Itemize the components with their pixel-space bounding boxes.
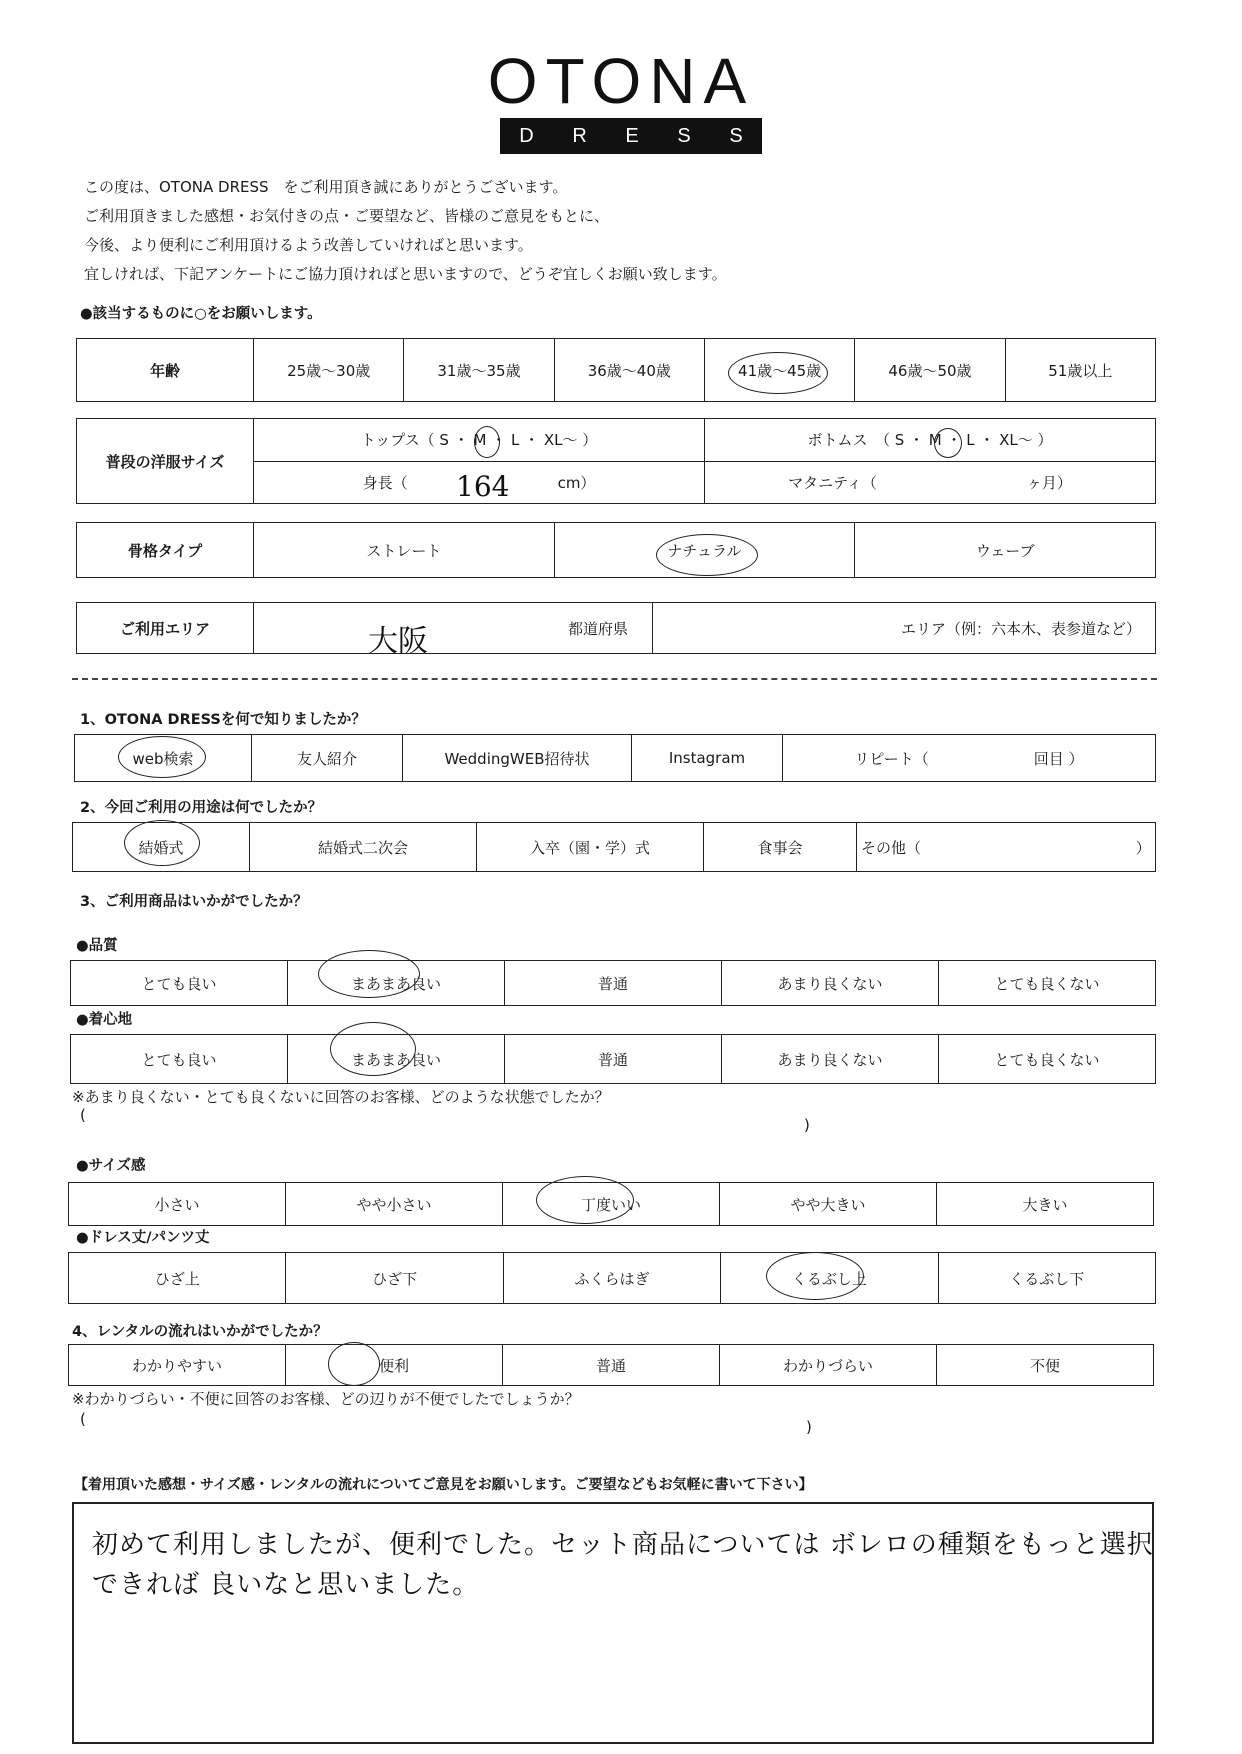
q1-table bbox=[74, 734, 1156, 782]
comment-line: できれば 良いなと思いました。 bbox=[92, 1570, 480, 1600]
intro-line: この度は、OTONA DRESS をご利用頂き誠にありがとうございます。 bbox=[84, 178, 568, 196]
area-field[interactable]: エリア（例：六本木、表参道など） bbox=[653, 603, 1156, 654]
q3-note: ※あまり良くない・とても良くないに回答のお客様、どのような状態でしたか？ bbox=[72, 1088, 610, 1106]
q4-note: ※わかりづらい・不便に回答のお客様、どの辺りが不便でしたでしょうか？ bbox=[72, 1390, 580, 1408]
quality-option[interactable]: まあまあ良い bbox=[288, 961, 505, 1006]
q2-table bbox=[72, 822, 1156, 872]
comfort-option[interactable]: とても良くない bbox=[939, 1035, 1156, 1084]
comfort-table bbox=[70, 1034, 1156, 1084]
quality-option[interactable]: とても良い bbox=[71, 961, 288, 1006]
note-paren-close: ) bbox=[806, 1418, 812, 1436]
age-option[interactable]: 31歳～35歳 bbox=[404, 339, 554, 402]
brand-logo-subtitle bbox=[500, 118, 762, 154]
q2-option[interactable]: その他（ ） bbox=[857, 823, 1156, 872]
age-option[interactable]: 25歳～30歳 bbox=[254, 339, 404, 402]
comfort-option[interactable]: まあまあ良い bbox=[288, 1035, 505, 1084]
quality-option[interactable]: とても良くない bbox=[939, 961, 1156, 1006]
age-option[interactable]: 51歳以上 bbox=[1005, 339, 1155, 402]
fit-table bbox=[68, 1182, 1154, 1226]
maternity-unit: ヶ月） bbox=[1026, 473, 1072, 492]
comfort-option[interactable]: あまり良くない bbox=[722, 1035, 939, 1084]
quality-option[interactable]: あまり良くない bbox=[722, 961, 939, 1006]
fit-label: ●サイズ感 bbox=[76, 1158, 146, 1174]
quality-label: ●品質 bbox=[76, 938, 118, 954]
q1-option[interactable]: 友人紹介 bbox=[252, 735, 403, 782]
length-table bbox=[68, 1252, 1156, 1304]
fit-option[interactable]: 小さい bbox=[69, 1183, 286, 1226]
area-table bbox=[76, 602, 1156, 654]
comment-heading: 【着用頂いた感想・サイズ感・レンタルの流れについてご意見をお願いします。ご要望などもお気軽に書いて下さい】 bbox=[74, 1477, 813, 1493]
q2-option[interactable]: 食事会 bbox=[704, 823, 857, 872]
logo-letter: E bbox=[625, 124, 639, 147]
length-option[interactable]: くるぶし下 bbox=[938, 1253, 1155, 1304]
fit-option[interactable]: 大きい bbox=[937, 1183, 1154, 1226]
q1-title: 1、OTONA DRESSを何で知りましたか？ bbox=[80, 712, 366, 728]
q3-title: 3、ご利用商品はいかがでしたか？ bbox=[80, 894, 308, 910]
prefecture-label: 都道府県 bbox=[567, 619, 628, 638]
q1-option[interactable]: WeddingWEB招待状 bbox=[403, 735, 632, 782]
note-paren-open: ( bbox=[80, 1410, 86, 1428]
comfort-option[interactable]: とても良い bbox=[71, 1035, 288, 1084]
prefecture-field[interactable] bbox=[254, 603, 653, 654]
length-option[interactable]: ふくらはぎ bbox=[503, 1253, 720, 1304]
brand-logo-title: OTONA bbox=[487, 45, 755, 117]
q2-option[interactable]: 入卒（園・学）式 bbox=[477, 823, 704, 872]
q1-option[interactable]: web検索 bbox=[75, 735, 252, 782]
quality-table bbox=[70, 960, 1156, 1006]
comment-box[interactable] bbox=[72, 1502, 1154, 1744]
logo-letter: S bbox=[677, 124, 691, 147]
length-option[interactable]: ひざ下 bbox=[286, 1253, 503, 1304]
note-paren-close: ) bbox=[804, 1116, 810, 1134]
height-label: 身長（ bbox=[362, 473, 408, 492]
maternity-field[interactable] bbox=[705, 461, 1156, 504]
fit-option[interactable]: 丁度いい bbox=[503, 1183, 720, 1226]
height-unit: cm） bbox=[557, 473, 596, 492]
intro-line: 今後、より便利にご利用頂けるよう改善していければと思います。 bbox=[84, 236, 533, 254]
length-option[interactable]: ひざ上 bbox=[69, 1253, 286, 1304]
length-label: ●ドレス丈/パンツ丈 bbox=[76, 1230, 210, 1246]
logo-letter: R bbox=[572, 124, 587, 147]
q4-title: 4、レンタルの流れはいかがでしたか？ bbox=[72, 1324, 328, 1340]
intro-line: ご利用頂きました感想・お気付きの点・ご要望など、皆様のご意見をもとに、 bbox=[84, 207, 610, 225]
size-label: 普段の洋服サイズ bbox=[77, 419, 254, 504]
age-option[interactable]: 46歳～50歳 bbox=[855, 339, 1005, 402]
note-paren-open: ( bbox=[80, 1106, 86, 1124]
q4-option[interactable]: わかりづらい bbox=[720, 1345, 937, 1386]
q2-option[interactable]: 結婚式二次会 bbox=[250, 823, 477, 872]
length-option[interactable]: くるぶし上 bbox=[721, 1253, 938, 1304]
fit-option[interactable]: やや小さい bbox=[286, 1183, 503, 1226]
comfort-label: ●着心地 bbox=[76, 1012, 133, 1028]
instruction-heading: ●該当するものに○をお願いします。 bbox=[80, 306, 322, 322]
handwritten-prefecture: 大阪 bbox=[368, 624, 428, 659]
frame-table bbox=[76, 522, 1156, 578]
intro-line: 宜しければ、下記アンケートにご協力頂ければと思いますので、どうぞ宜しくお願い致します。 bbox=[84, 265, 727, 283]
quality-option[interactable]: 普通 bbox=[505, 961, 722, 1006]
q4-option[interactable]: 普通 bbox=[503, 1345, 720, 1386]
q2-title: 2、今回ご利用の用途は何でしたか？ bbox=[80, 800, 323, 816]
logo-letter: S bbox=[729, 124, 743, 147]
frame-option[interactable]: ナチュラル bbox=[554, 523, 855, 578]
q1-option[interactable]: リピート（ 回目 ） bbox=[783, 735, 1156, 782]
q4-option[interactable]: わかりやすい bbox=[69, 1345, 286, 1386]
bottoms-size-field[interactable]: ボトムス （ S ・ M ・ L ・ XL～ ） bbox=[705, 419, 1156, 462]
q4-table bbox=[68, 1344, 1154, 1386]
area-label: ご利用エリア bbox=[77, 603, 254, 654]
frame-option[interactable]: ウェーブ bbox=[855, 523, 1156, 578]
comment-line: 初めて利用しましたが、便利でした。セット商品については ボレロの種類をもっと選択 bbox=[92, 1530, 1154, 1560]
q4-option[interactable]: 便利 bbox=[286, 1345, 503, 1386]
q4-option[interactable]: 不便 bbox=[937, 1345, 1154, 1386]
comfort-option[interactable]: 普通 bbox=[505, 1035, 722, 1084]
age-label: 年齢 bbox=[77, 339, 254, 402]
logo-letter: D bbox=[519, 124, 534, 147]
handwritten-height: 164 bbox=[456, 470, 510, 503]
tops-size-field[interactable]: トップス（ S ・ M ・ L ・ XL～ ） bbox=[254, 419, 705, 462]
age-option[interactable]: 41歳～45歳 bbox=[704, 339, 854, 402]
frame-label: 骨格タイプ bbox=[77, 523, 254, 578]
age-option[interactable]: 36歳～40歳 bbox=[554, 339, 704, 402]
size-table bbox=[76, 418, 1156, 504]
fit-option[interactable]: やや大きい bbox=[720, 1183, 937, 1226]
maternity-label: マタニティ（ bbox=[788, 473, 877, 492]
q2-option[interactable]: 結婚式 bbox=[73, 823, 250, 872]
q1-option[interactable]: Instagram bbox=[632, 735, 783, 782]
age-table bbox=[76, 338, 1156, 402]
section-divider bbox=[72, 678, 1157, 680]
frame-option[interactable]: ストレート bbox=[254, 523, 555, 578]
